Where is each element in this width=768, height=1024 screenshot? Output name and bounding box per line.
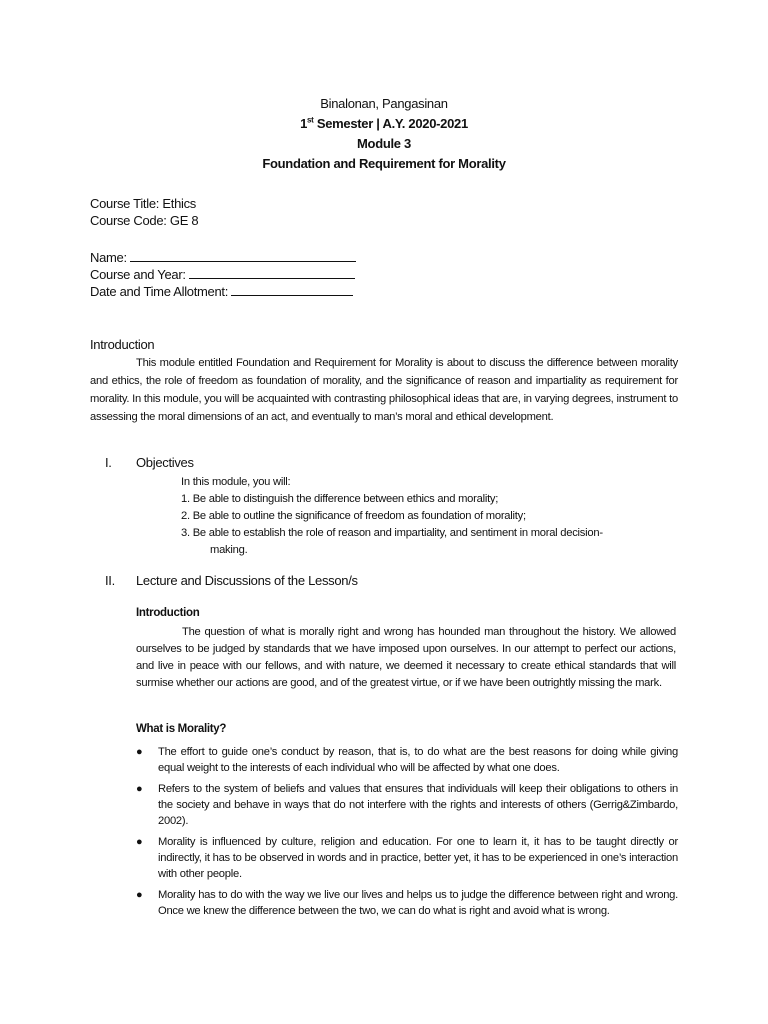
list-item: ● Refers to the system of beliefs and values that ensures that individuals will keep their obligations to others in the society and behave in ways that do not interfere with the rights and interests of others (Gerrig&Zimbardo, 2002). [136, 783, 678, 827]
name-blank[interactable] [130, 249, 356, 262]
bullet-icon: ● [136, 783, 143, 795]
date-time-blank[interactable] [231, 283, 353, 296]
lecture-number: II. [105, 573, 115, 588]
name-field[interactable]: Name: [90, 249, 356, 266]
objective-item: 1. Be able to distinguish the difference between ethics and morality; [181, 493, 499, 505]
objective-item: 3. Be able to establish the role of reason and impartiality, and sentiment in moral decision- [181, 527, 603, 539]
bullet-icon: ● [136, 746, 143, 758]
objective-item-continuation: making. [210, 544, 248, 556]
morality-title: What is Morality? [136, 723, 227, 735]
course-title: Course Title: Ethics [90, 196, 196, 211]
objectives-number: I. [105, 455, 112, 470]
introduction-paragraph: This module entitled Foundation and Requirement for Morality is about to discuss the difference between morality and ethics, the role of freedom as foundation of morality, and the significance of reason and impartiality as requirement for morality. In this module, you will be acquainted with contrasting philosophical ideas that are, in varying degrees, instrument to assessing the moral dimensions of an act, and eventually to man’s moral and ethical development. [90, 357, 678, 423]
course-year-field[interactable]: Course and Year: [90, 266, 356, 283]
lecture-heading: Lecture and Discussions of the Lesson/s [136, 573, 358, 588]
course-year-blank[interactable] [189, 266, 355, 279]
morality-bullets [136, 744, 678, 924]
bullet-icon: ● [136, 889, 143, 901]
module-title: Foundation and Requirement for Morality [262, 156, 506, 171]
bullet-icon: ● [136, 836, 143, 848]
module-number: Module 3 [357, 136, 411, 151]
semester-line: 1st Semester | A.Y. 2020-2021 [300, 115, 468, 131]
document-header [0, 94, 768, 174]
introduction-heading: Introduction [90, 337, 155, 352]
list-item: ● Morality has to do with the way we live our lives and helps us to judge the difference between right and wrong. Once we knew the difference between the two, we can do what is right and avoid what is wrong. [136, 889, 678, 917]
lecture-introduction-paragraph: The question of what is morally right and wrong has hounded man throughout the history. We allowed ourselves to be judged by standards that we have imposed upon ourselves. In our attempt to perfect our actions, and live in peace with our fellows, and with nature, we deemed it necessary to create ethical standards that will surmise whether our actions are good, and of the greatest virtue, or if we have been outrightly missing the mark. [136, 626, 676, 689]
list-item: ● Morality is influenced by culture, religion and education. For one to learn it, it has to be taught directly or indirectly, it has to be observed in words and in practice, better yet, it has to be experienced in one’s interaction with other people. [136, 836, 678, 880]
objectives-heading: Objectives [136, 455, 194, 470]
date-time-field[interactable]: Date and Time Allotment: [90, 283, 356, 300]
objectives-lead: In this module, you will: [181, 476, 291, 488]
objectives-list [181, 474, 641, 559]
objective-item: 2. Be able to outline the significance of freedom as foundation of morality; [181, 510, 526, 522]
lecture-introduction-title: Introduction [136, 607, 200, 619]
course-info [90, 195, 198, 229]
list-item: ● The effort to guide one’s conduct by reason, that is, to do what are the best reasons for doing while giving equal weight to the interests of each individual who will be affected by what one does. [136, 746, 678, 774]
student-fields [90, 249, 356, 300]
course-code: Course Code: GE 8 [90, 213, 199, 228]
school-location: Binalonan, Pangasinan [320, 96, 448, 111]
